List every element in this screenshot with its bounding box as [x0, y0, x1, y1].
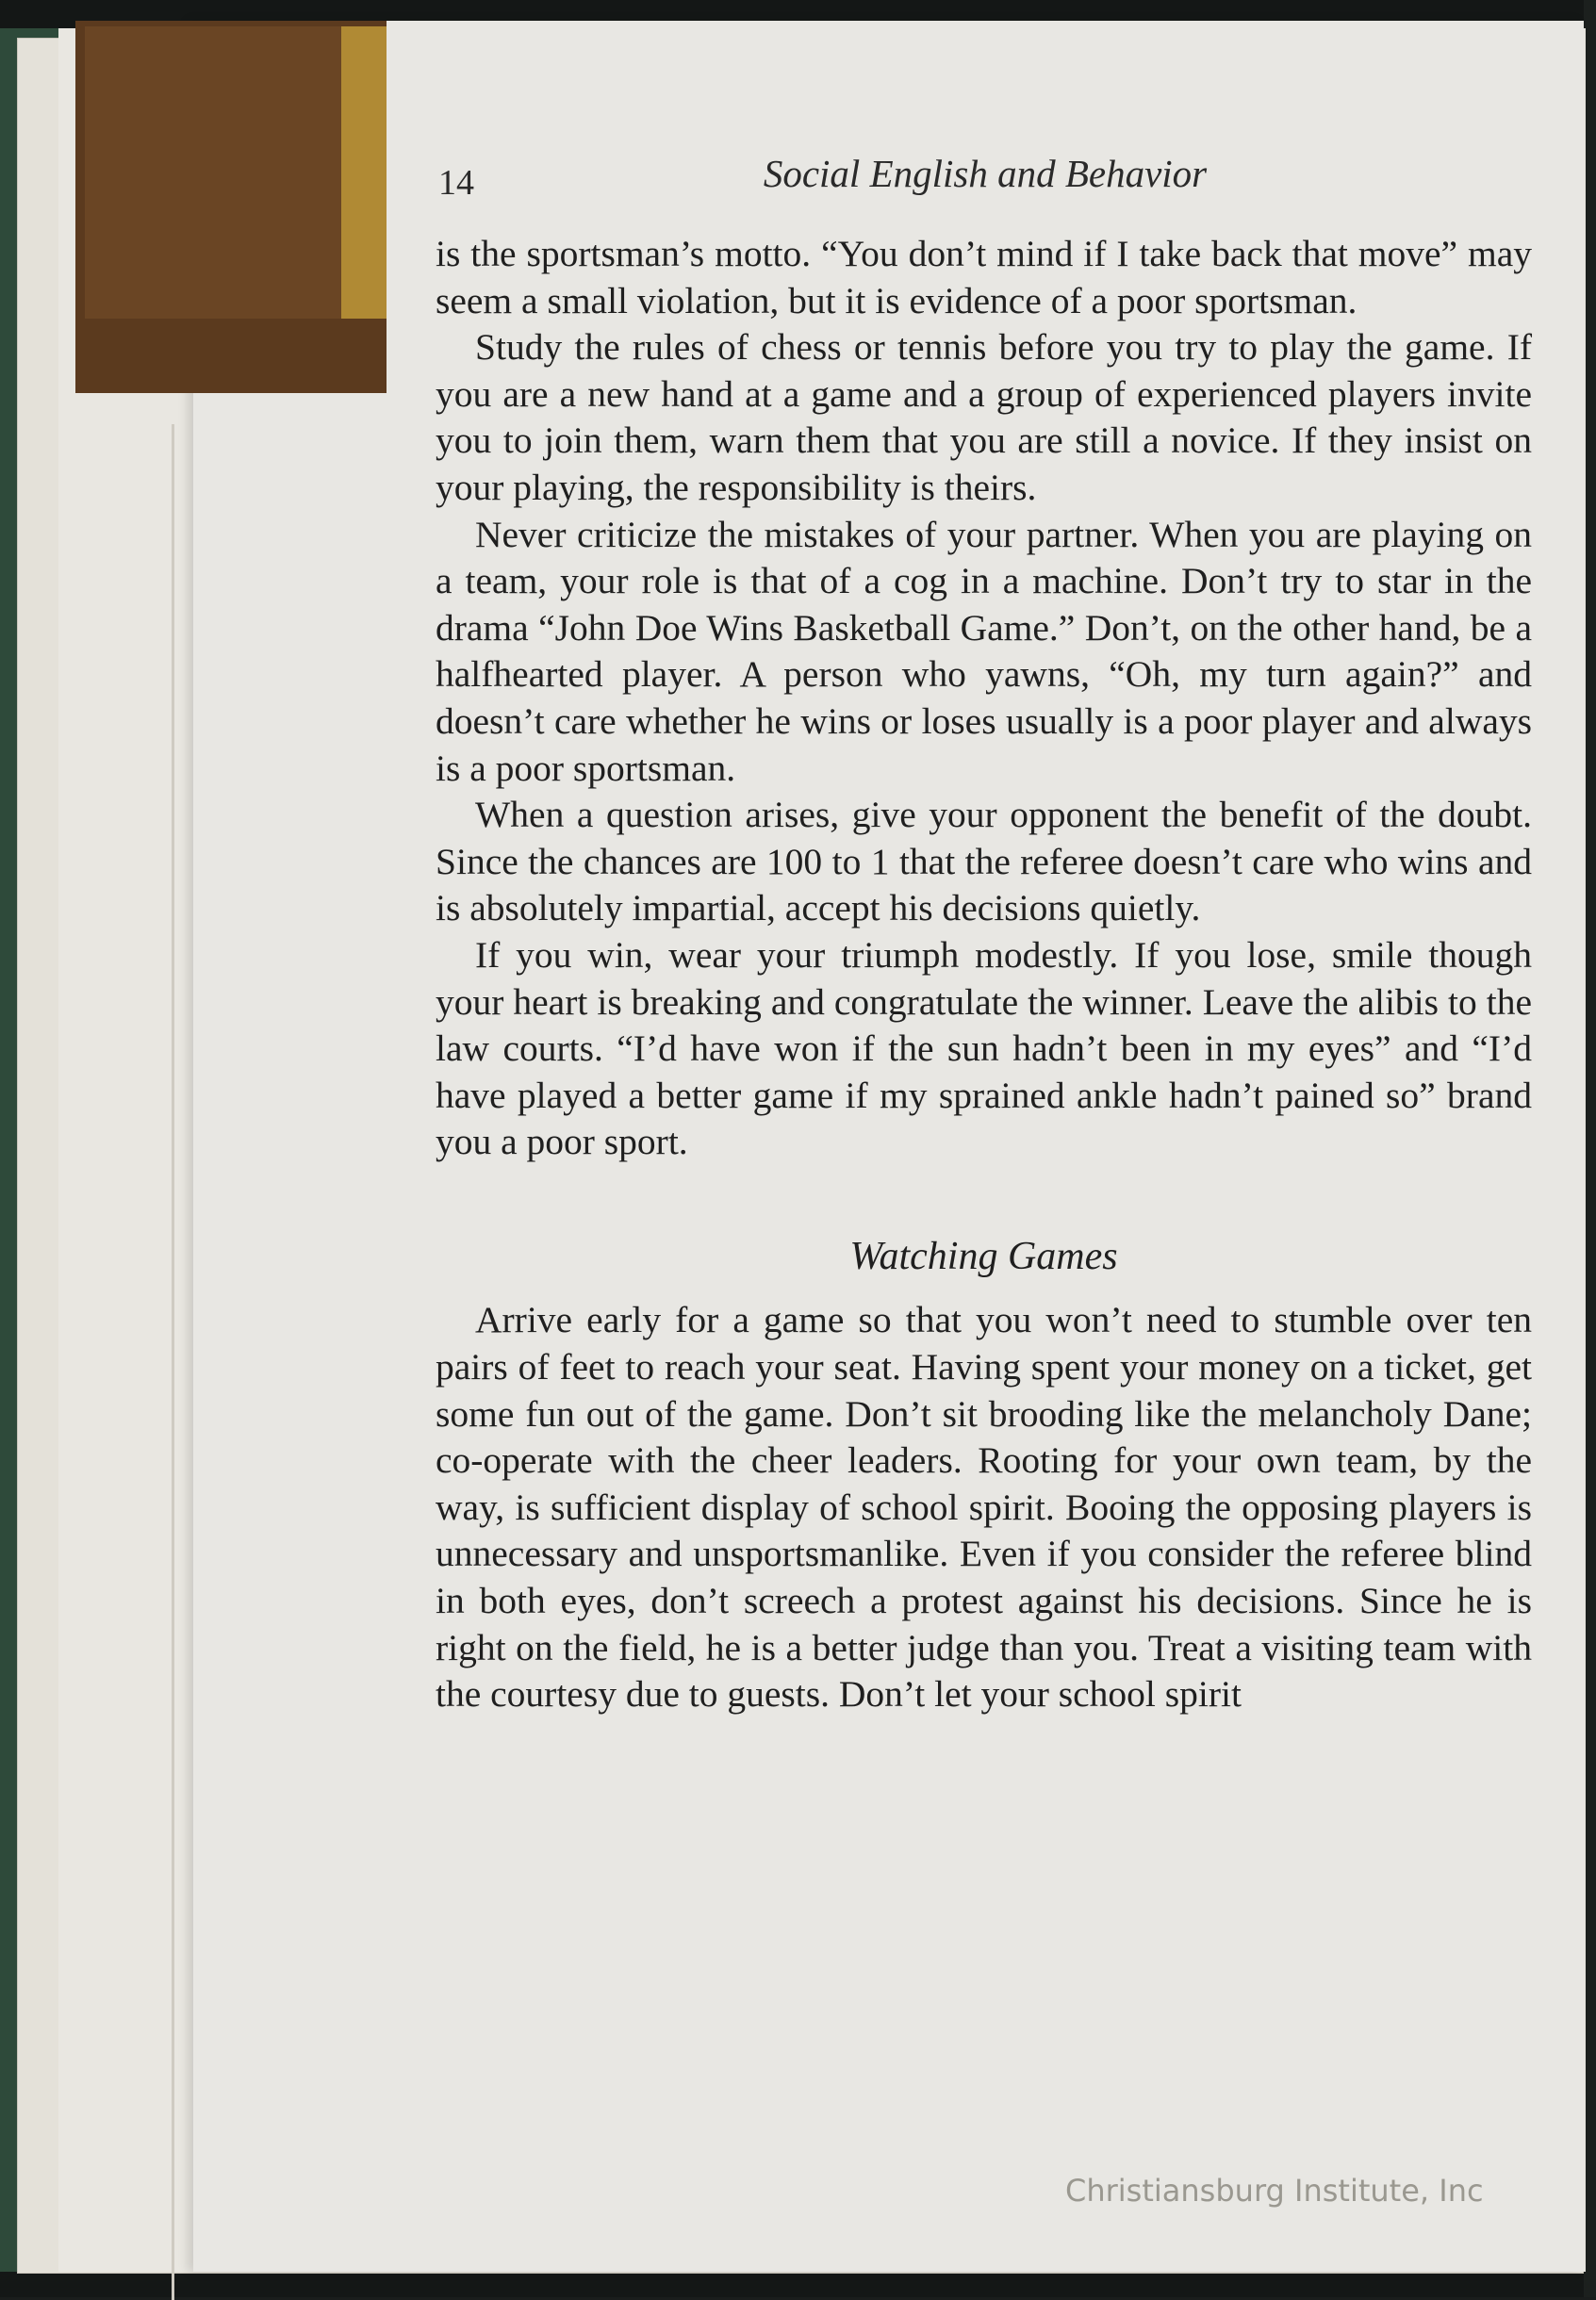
bookmark-tab-edge — [341, 26, 387, 319]
paragraph: is the sportsman’s motto. “You don’t mind if I take back that move” may seem a small violation, but it is evidence of a poor sportsman. — [436, 233, 1532, 321]
running-head — [438, 151, 1532, 207]
paragraph: Never criticize the mistakes of your partner. When you are playing on a team, your role is that of a cog in a machine. Don’t try to star in the drama “John Doe Wins Basketball Game.” Don’t, on the other hand, be a halfhearted player. A person who yawns, “Oh, my turn again?” and doesn’t care whether he wins or loses usually is a poor player and always is a poor sportsman. — [436, 513, 1532, 789]
running-title: Social English and Behavior — [763, 152, 1208, 195]
bookmark-tab-fold — [85, 26, 344, 319]
paragraph: When a question arises, give your opponent the benefit of the doubt. Since the chances are 100 to 1 that the referee doesn’t care who wins and is absolutely impartial, accept his decisions quietly. — [436, 794, 1532, 929]
page-number: 14 — [438, 163, 474, 203]
section-heading: Watching Games — [849, 1234, 1118, 1278]
watermark: Christiansburg Institute, Inc — [1065, 2173, 1484, 2209]
paragraph: If you win, wear your triumph modestly. If you lose, smile though your heart is breaking and congratulate the winner. Leave the alibis to the law courts. “I’d have won if the sun hadn’t been in my eyes” and “I’d have played a better game if my sprained ankle hadn’t pained so” brand you a poor sport. — [436, 933, 1532, 1163]
paragraph: Study the rules of chess or tennis before you try to play the game. If you are a new hand at a game and a group of experienced players invite you to join them, warn them that you are still a novice. If they insist on your playing, the responsibility is theirs. — [436, 326, 1532, 508]
leaf-edge-line — [172, 424, 174, 2300]
paragraph: Arrive early for a game so that you won’t need to stumble over ten pairs of feet to reach your seat. Having spent your money on a ticket, get some fun out of the game. Don’t sit brooding like the melancholy Dane; co-operate with the cheer leaders. Rooting for your own team, by the way, is sufficient display of school spirit. Booing the opposing players is unnecessary and unsportsmanlike. Even if you consider the referee blind in both eyes, don’t screech a protest against his decisions. Since he is right on the field, he is a better judge than you. Treat a visiting team with the courtesy due to guests. Don’t let your school spirit — [436, 1299, 1532, 1716]
body-text — [436, 231, 1532, 1718]
cover-bottom-edge — [0, 2272, 1596, 2297]
